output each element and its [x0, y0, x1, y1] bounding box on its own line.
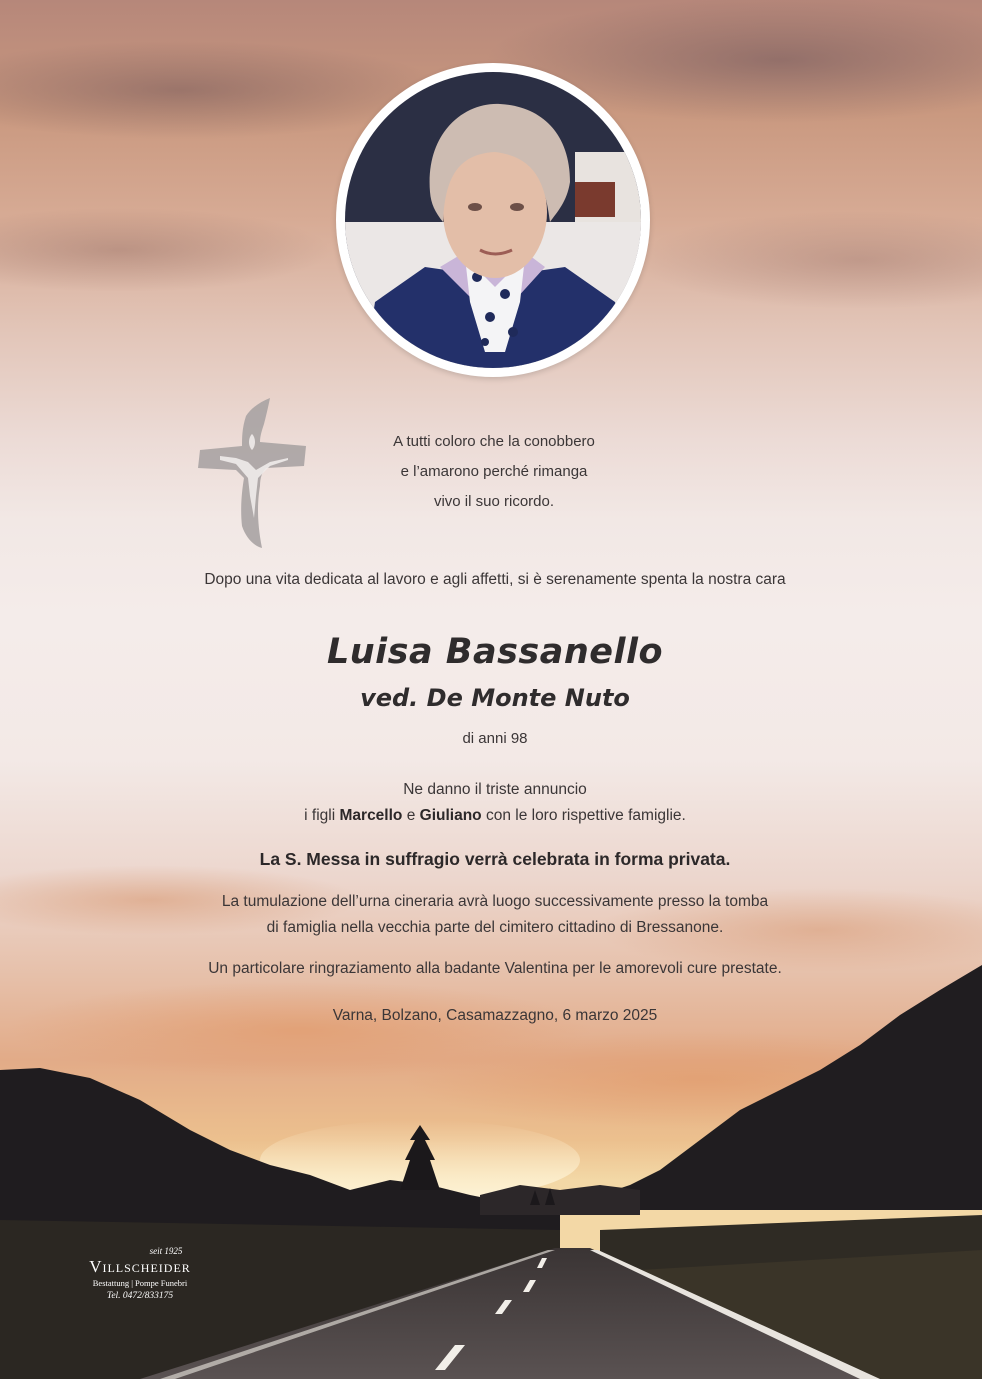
- intro-text: Dopo una vita dedicata al lavoro e agli affetti, si è serenamente spenta la nostra cara: [204, 571, 786, 588]
- portrait-photo: [345, 72, 641, 368]
- announcement-suffix: con le loro rispettive famiglie.: [485, 807, 686, 824]
- cross-icon: [196, 398, 308, 552]
- quote-line: vivo il suo ricordo.: [433, 493, 555, 510]
- thanks-text: Un particolare ringraziamento alla badante Valentina per le amorevoli cure prestate.: [208, 960, 782, 977]
- widow-of: ved. De Monte Nuto: [360, 684, 630, 712]
- child-name: Marcello: [339, 807, 403, 824]
- burial-line: La tumulazione dell’urna cineraria avrà luogo successivamente presso la tomba: [221, 893, 769, 910]
- memorial-quote: [330, 427, 658, 517]
- logo-since: seit 1925: [149, 1246, 183, 1256]
- deceased-name: Luisa Bassanello: [326, 632, 664, 672]
- mass-notice: La S. Messa in suffragio verrà celebrata in forma privata.: [259, 849, 731, 869]
- logo-phone: Tel. 0472/833175: [106, 1291, 174, 1301]
- logo-tagline: Bestattung | Pompe Funebri: [92, 1278, 188, 1288]
- burial-line: di famiglia nella vecchia parte del cimitero cittadino di Bressanone.: [266, 919, 724, 936]
- place-date: Varna, Bolzano, Casamazzagno, 6 marzo 2025: [332, 1007, 658, 1024]
- logo-name: Villscheider: [89, 1257, 191, 1276]
- quote-line: A tutti coloro che la conobbero: [393, 433, 595, 450]
- deceased-age: di anni 98: [462, 730, 528, 747]
- burial-notice: [120, 889, 870, 941]
- announcement-conjunction: e: [406, 807, 416, 824]
- child-name: Giuliano: [419, 807, 482, 824]
- funeral-home-logo: [60, 1246, 220, 1304]
- portrait-frame: [336, 63, 650, 377]
- announcement: [160, 777, 830, 829]
- announcement-line: Ne danno il triste annuncio: [403, 781, 587, 798]
- quote-line: e l’amarono perché rimanga: [400, 463, 588, 480]
- announcement-prefix: i figli: [304, 807, 336, 824]
- announcement-line: [160, 803, 830, 829]
